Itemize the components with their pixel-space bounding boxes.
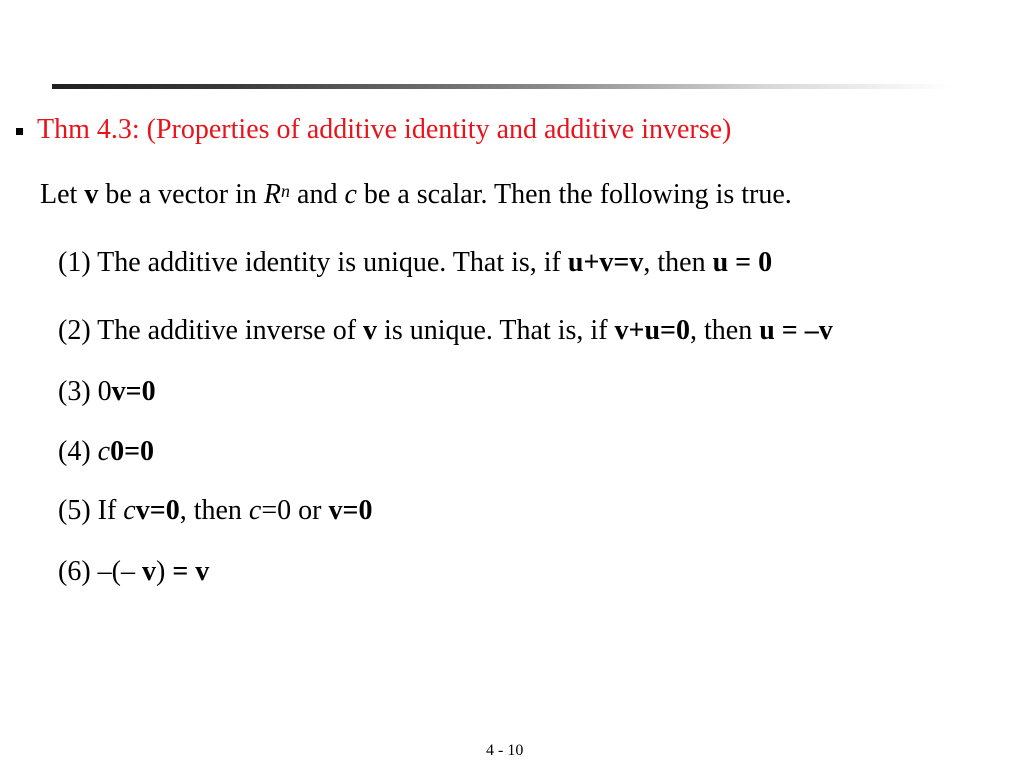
property-5-text-2: =0 or <box>261 495 329 526</box>
property-4-result: 0=0 <box>110 436 155 467</box>
property-2-text: (2) The additive inverse of <box>58 315 364 346</box>
property-6-text: (6) –(– <box>58 556 142 587</box>
property-3-result: v=0 <box>111 376 156 407</box>
property-3-text: (3) 0 <box>58 376 112 407</box>
intro-text-4: be a scalar. Then the following is true. <box>356 179 792 210</box>
theorem-intro <box>40 178 792 212</box>
scalar-c: c <box>344 179 357 210</box>
property-1-result: u = 0 <box>712 247 773 278</box>
bullet-icon <box>16 128 23 135</box>
property-4-text: (4) <box>58 436 98 467</box>
property-5-then: , then <box>179 495 249 526</box>
property-2-vector: v <box>363 315 378 346</box>
property-6-vector: v <box>141 556 156 587</box>
property-2-condition: v+u=0 <box>614 315 690 346</box>
property-1 <box>58 246 772 280</box>
property-5-scalar: c <box>123 495 136 526</box>
theorem-title: Thm 4.3: (Properties of additive identity and additive inverse) <box>37 114 732 145</box>
property-5 <box>58 494 372 528</box>
header-rule <box>52 84 952 89</box>
property-1-condition: u+v=v <box>567 247 644 278</box>
property-5-text: (5) If <box>58 495 124 526</box>
property-3 <box>58 375 156 409</box>
property-1-then: , then <box>643 247 713 278</box>
property-5-result: v=0 <box>328 495 373 526</box>
property-4-scalar: c <box>97 436 111 467</box>
property-6-result: = v <box>172 556 210 587</box>
intro-text-1: Let <box>40 179 85 210</box>
space-r: R <box>263 179 282 210</box>
property-5-condition: v=0 <box>135 495 180 526</box>
property-6 <box>58 555 209 589</box>
property-4 <box>58 435 154 469</box>
property-2-result: u = –v <box>759 315 833 346</box>
property-2-text-2: is unique. That is, if <box>377 315 615 346</box>
intro-text-3: and <box>290 179 345 210</box>
exponent-n: n <box>281 181 291 201</box>
vector-v: v <box>84 179 99 210</box>
intro-text-2: be a vector in <box>98 179 264 210</box>
property-5-scalar-2: c <box>248 495 262 526</box>
property-2 <box>58 314 833 348</box>
property-2-then: , then <box>690 315 760 346</box>
property-1-text: (1) The additive identity is unique. That is, if <box>58 247 568 278</box>
property-6-text-2: ) <box>155 556 173 587</box>
page-number: 4 - 10 <box>486 742 524 759</box>
